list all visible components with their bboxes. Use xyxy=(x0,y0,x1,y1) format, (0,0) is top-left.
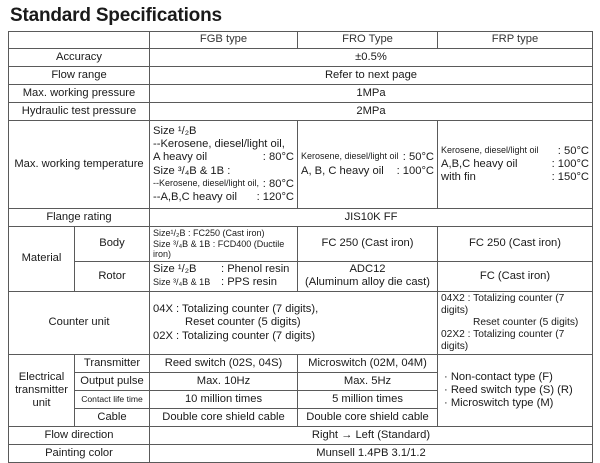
temp-fgb-line: Size ¹/₂B xyxy=(153,124,197,137)
rotor-fro xyxy=(298,261,438,291)
accuracy-label: Accuracy xyxy=(9,49,150,67)
counter-fgb-fro xyxy=(150,291,438,354)
temp-fgb-val: : 80°C xyxy=(262,151,294,164)
rotor-fgb-val: : PPS resin xyxy=(221,276,277,289)
rotor-fgb-key: Size ³/₄B & 1B xyxy=(153,277,211,288)
page-title: Standard Specifications xyxy=(10,5,222,26)
cable-fgb: Double core shield cable xyxy=(150,408,298,426)
counter-frp-line: 02X2 : Totalizing counter (7 digits) xyxy=(441,328,565,352)
frp-item: · Non-contact type (F) xyxy=(444,370,553,383)
electrical-label: Electrical transmitter unit xyxy=(9,354,75,426)
row-hydraulic xyxy=(9,103,593,121)
temp-frp-key: Kerosene, diesel/light oil xyxy=(441,144,539,155)
max-temp-fgb xyxy=(150,121,298,209)
header-row xyxy=(9,32,593,49)
temp-fro-key: A, B, C heavy oil xyxy=(301,164,384,177)
counter-frp xyxy=(438,291,593,354)
flow-direction-value: Right → Left (Standard) xyxy=(150,426,593,444)
flow-range-value: Refer to next page xyxy=(150,67,593,85)
frp-item: · Reed switch type (S) (R) xyxy=(444,383,573,396)
body-label: Body xyxy=(75,227,150,262)
temp-fgb-val: : 80°C xyxy=(262,177,294,190)
spec-table xyxy=(8,31,593,463)
temp-frp-val: : 50°C xyxy=(557,144,589,157)
header-frp: FRP type xyxy=(438,32,593,49)
counter-label: Counter unit xyxy=(9,291,150,354)
output-fro: Max. 5Hz xyxy=(298,372,438,390)
row-counter xyxy=(9,291,593,354)
cable-label: Cable xyxy=(75,408,150,426)
row-max-pressure xyxy=(9,85,593,103)
body-frp: FC 250 (Cast iron) xyxy=(438,227,593,262)
body-fro: FC 250 (Cast iron) xyxy=(298,227,438,262)
row-max-temp xyxy=(9,121,593,209)
rotor-fro-line: (Aluminum alloy die cast) xyxy=(305,276,430,289)
row-transmitter xyxy=(9,354,593,372)
transmitter-label: Transmitter xyxy=(75,354,150,372)
temp-frp-key: A,B,C heavy oil xyxy=(441,157,518,170)
header-fro: FRO Type xyxy=(298,32,438,49)
output-fgb: Max. 10Hz xyxy=(150,372,298,390)
max-pressure-value: 1MPa xyxy=(150,85,593,103)
temp-frp-val: : 100°C xyxy=(551,157,589,170)
row-material-body xyxy=(9,227,593,262)
temp-fgb-key: --Kerosene, diesel/light oil, xyxy=(153,177,260,188)
transmitter-fgb: Reed switch (02S, 04S) xyxy=(150,354,298,372)
rotor-fgb-val: : Phenol resin xyxy=(221,263,290,276)
frp-item: · Microswitch type (M) xyxy=(444,397,554,410)
row-material-rotor xyxy=(9,261,593,291)
body-fgb-line: Size¹/₂B : FC250 (Cast iron) xyxy=(153,228,265,238)
max-temp-frp xyxy=(438,121,593,209)
rotor-frp: FC (Cast iron) xyxy=(438,261,593,291)
flow-range-label: Flow range xyxy=(9,67,150,85)
hydraulic-value: 2MPa xyxy=(150,103,593,121)
body-fgb-line: Size ³/₄B & 1B : FCD400 (Ductile iron) xyxy=(153,238,285,260)
temp-fgb-line: Size ³/₄B & 1B : xyxy=(153,164,231,177)
counter-line: Reset counter (5 digits) xyxy=(185,316,301,329)
accuracy-value: ±0.5% xyxy=(150,49,593,67)
temp-fgb-key: A heavy oil xyxy=(153,151,208,164)
painting-value: Munsell 1.4PB 3.1/1.2 xyxy=(150,444,593,462)
row-flow-range xyxy=(9,67,593,85)
row-painting xyxy=(9,444,593,462)
temp-fgb-line: --Kerosene, diesel/light oil, xyxy=(153,138,285,151)
contact-fgb: 10 million times xyxy=(150,390,298,408)
temp-fro-key: Kerosene, diesel/light oil xyxy=(301,151,399,162)
electrical-frp xyxy=(438,354,593,426)
row-accuracy xyxy=(9,49,593,67)
transmitter-fro: Microswitch (02M, 04M) xyxy=(298,354,438,372)
temp-fro-val: : 100°C xyxy=(396,164,434,177)
row-flange xyxy=(9,209,593,227)
cable-fro: Double core shield cable xyxy=(298,408,438,426)
temp-fgb-val: : 120°C xyxy=(256,190,294,203)
max-pressure-label: Max. working pressure xyxy=(9,85,150,103)
header-fgb: FGB type xyxy=(150,32,298,49)
temp-frp-key: with fin xyxy=(441,171,476,184)
material-label: Material xyxy=(9,227,75,292)
flange-label: Flange rating xyxy=(9,209,150,227)
temp-fgb-key: --A,B,C heavy oil xyxy=(153,190,237,203)
hydraulic-label: Hydraulic test pressure xyxy=(9,103,150,121)
counter-frp-line: Reset counter (5 digits) xyxy=(473,316,579,328)
rotor-label: Rotor xyxy=(75,261,150,291)
header-corner xyxy=(9,32,150,49)
rotor-fro-line: ADC12 xyxy=(349,263,386,276)
contact-label: Contact life time xyxy=(75,390,150,408)
rotor-fgb xyxy=(150,261,298,291)
output-label: Output pulse xyxy=(75,372,150,390)
painting-label: Painting color xyxy=(9,444,150,462)
flange-value: JIS10K FF xyxy=(150,209,593,227)
max-temp-fro xyxy=(298,121,438,209)
body-fgb xyxy=(150,227,298,262)
temp-fro-val: : 50°C xyxy=(402,151,434,164)
counter-line: 02X : Totalizing counter (7 digits) xyxy=(153,329,316,342)
max-temp-label: Max. working temperature xyxy=(9,121,150,209)
row-flow-direction xyxy=(9,426,593,444)
rotor-fgb-key: Size ¹/₂B xyxy=(153,263,197,276)
counter-frp-line: 04X2 : Totalizing counter (7 digits) xyxy=(441,292,565,316)
temp-frp-val: : 150°C xyxy=(551,171,589,184)
counter-line: 04X : Totalizing counter (7 digits), xyxy=(153,303,319,316)
contact-fro: 5 million times xyxy=(298,390,438,408)
flow-direction-label: Flow direction xyxy=(9,426,150,444)
